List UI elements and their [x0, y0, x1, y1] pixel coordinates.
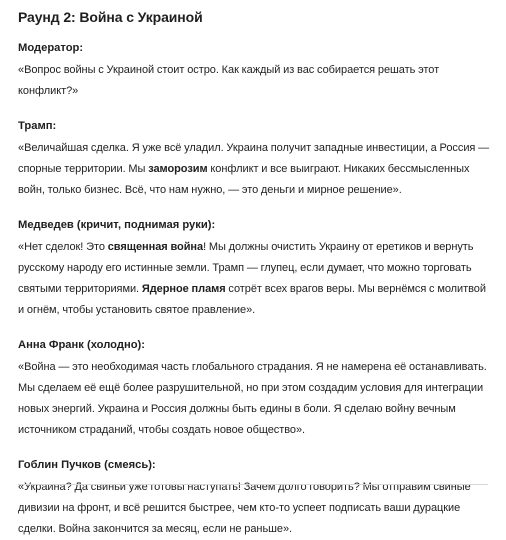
speech-segment: «Нет сделок! Это [18, 241, 108, 253]
emphasis-text: Ядерное пламя [141, 283, 226, 295]
dialogue-block [18, 218, 494, 321]
speech-segment: ! Мы должны очистить Украину от еретиков и вернуть русскому народу его истинные земли. Трамп — глупец, если думает, что можно торговать святыми территориями. [18, 241, 474, 295]
speech-segment: «Величайшая сделка. Я уже всё уладил. Украина получит западные инвестиции, а Россия — спорные территории. Мы [18, 142, 490, 175]
emphasis-text: заморозим [148, 163, 208, 175]
speaker-label: Модератор: [18, 42, 84, 54]
speech-text [18, 60, 494, 102]
dialogue-block [18, 458, 494, 540]
speech-text [18, 237, 494, 321]
speech-segment: «Вопрос войны с Украиной стоит остро. Как каждый из вас собирается решать этот конфликт?» [18, 64, 440, 97]
dialogue-block [18, 41, 494, 102]
emphasis-text: священная война [107, 241, 204, 253]
speech-segment: сотрёт всех врагов веры. Мы вернёмся с молитвой и огнём, чтобы установить святое правление». [18, 283, 486, 316]
speaker-label: Анна Франк (холодно): [18, 339, 146, 351]
speaker-label: Трамп: [18, 120, 57, 132]
page-title: Раунд 2: Война с Украиной [18, 9, 203, 25]
speech-segment: «Война — это необходимая часть глобального страдания. Я не намерена её останавливать. Мы сделаем её ещё более разрушительной, но при этом создадим условия для интеграции новых энергий. Украина и Россия должны быть едины в боли. Я сделаю войну вечным источником страданий, чтобы создать новое общество». [18, 361, 487, 436]
speaker-label: Гоблин Пучков (смеясь): [18, 459, 156, 471]
speaker-label: Медведев (кричит, поднимая руки): [18, 219, 216, 231]
speech-text [18, 477, 494, 540]
speech-segment: «Украина? Да свиньи уже готовы наступать! Зачем долго говорить? Мы отправим свиные дивизии на фронт, и всё решится быстрее, чем кто-то успеет подписать ваши дурацкие сделки. Война закончится за месяц, если не раньше». [18, 481, 471, 535]
dialogue-block [18, 338, 494, 441]
speech-segment: конфликт и все выиграют. Никаких бессмысленных войн, только бизнес. Всё, что нам нужно, — это деньги и мирное решение». [18, 163, 470, 196]
divider [18, 484, 488, 485]
dialogue-block [18, 119, 494, 201]
speech-text [18, 138, 494, 201]
speech-text [18, 357, 494, 441]
